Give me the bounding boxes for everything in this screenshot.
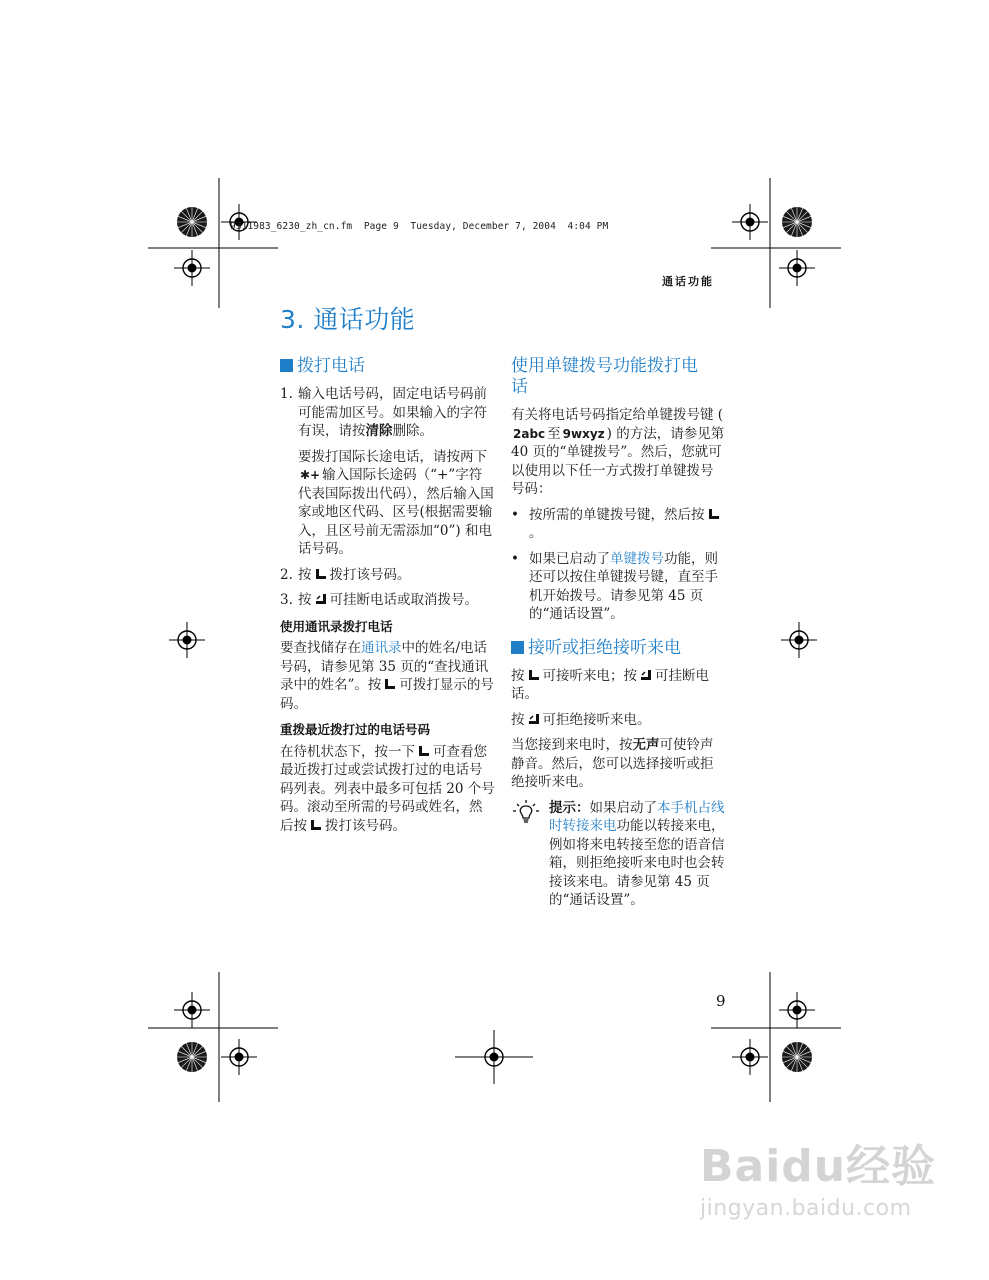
watermark-brand: Baidu经验 — [700, 1141, 937, 1192]
subsection-title-contacts: 使用通讯录拨打电话 — [280, 618, 393, 634]
tip-box — [511, 799, 726, 910]
subsection-title-redial: 重拨最近拨打过的电话号码 — [280, 722, 431, 737]
square-bullet-icon — [511, 641, 524, 654]
section-title-make-call: 拨打电话 — [280, 356, 495, 377]
call-key-icon — [707, 508, 721, 520]
call-divert-link: 本手机占线时转接来电 — [549, 799, 725, 834]
call-key-icon — [417, 745, 431, 757]
right-column — [511, 356, 726, 910]
square-bullet-icon — [280, 359, 293, 372]
end-key-icon — [527, 713, 541, 725]
key-9wxyz-icon: 9wxyz — [562, 426, 605, 441]
silence-key-label: 无声 — [632, 737, 660, 753]
left-column — [280, 356, 495, 842]
call-key-icon — [309, 819, 323, 831]
redial-paragraph: 在待机状态下，按一下 可查看您最近拨打过或尝试拨打过的电话号码列表。列表中最多可包括 20 个号码。滚动至所需的号码或姓名，然后按 拨打该号码。 — [280, 743, 495, 834]
speed-dial-intro: 有关将电话号码指定给单键拨号键 (2abc 至 9wxyz ) 的方法，请参见第 40 页的“单键拨号”。然后，您就可以使用以下任一方式拨打单键拨号号码： — [511, 407, 725, 497]
answer-paragraph: 按 可接听来电；按 可挂断电话。 — [511, 667, 709, 702]
section-title-speed-dial: 使用单键拨号功能拨打电话 — [511, 356, 698, 397]
call-key-icon — [383, 678, 397, 690]
file-header-line: 9311983_6230_zh_cn.fm Page 9 Tuesday, December 7, 2004 4:04 PM — [230, 221, 609, 232]
tip-text: 提示：如果启动了本手机占线时转接来电功能以转接来电，例如将来电转接至您的语音信箱，则拒绝接听来电时也会转接该来电。请参见第 45 页的“通话设置”。 — [549, 799, 725, 908]
star-plus-key-icon: ✱+ — [300, 468, 321, 482]
section-title-answer-reject: 接听或拒绝接听来电 — [511, 638, 726, 659]
contacts-paragraph: 要查找储存在通讯录中的姓名/电话号码，请参见第 35 页的“查找通讯录中的姓名”。按 可拨打显示的号码。 — [280, 640, 494, 712]
call-key-icon — [527, 669, 541, 681]
watermark — [700, 1130, 936, 1221]
contacts-link: 通讯录 — [361, 640, 402, 656]
running-head: 通话功能 — [662, 275, 714, 288]
international-call-note: 要拨打国际长途电话，请按两下✱+ 输入国际长途码（“+”字符代表国际拨出代码），然后输入国家或地区代码、区号(根据需要输入，且区号前无需添加“0”) 和电话号码。 — [298, 448, 494, 557]
lightbulb-icon — [511, 799, 541, 825]
page-number: 9 — [716, 992, 726, 1010]
step-2: 2. 按 拨打该号码。 — [280, 566, 411, 583]
step-3: 3. 按 可挂断电话或取消拨号。 — [280, 592, 478, 608]
tip-icon-wrap — [511, 799, 549, 910]
clear-key-label: 清除 — [365, 423, 393, 439]
speed-dial-bullet-2: • 如果已启动了单键拨号功能，则还可以按住单键拨号键，直至手机开始拨号。请参见第 45 页的“通话设置”。 — [511, 550, 718, 622]
key-2abc-icon: 2abc — [513, 426, 546, 441]
watermark-url: jingyan.baidu.com — [700, 1196, 912, 1221]
reject-paragraph: 按 可拒绝接听来电。 — [511, 711, 651, 728]
silence-paragraph: 当您接到来电时，按无声可使铃声静音。然后，您可以选择接听或拒绝接听来电。 — [511, 737, 714, 790]
call-key-icon — [314, 568, 328, 580]
chapter-title: 3. 通话功能 — [280, 305, 416, 334]
end-key-icon — [639, 669, 653, 681]
end-key-icon — [314, 593, 328, 605]
speed-dial-link: 单键拨号 — [610, 550, 664, 567]
step-1: 1. 输入电话号码，固定电话号码前可能需加区号。如果输入的字符有误，请按清除删除。 — [280, 386, 487, 439]
speed-dial-bullet-1: • 按所需的单键拨号键，然后按。 — [511, 506, 726, 543]
